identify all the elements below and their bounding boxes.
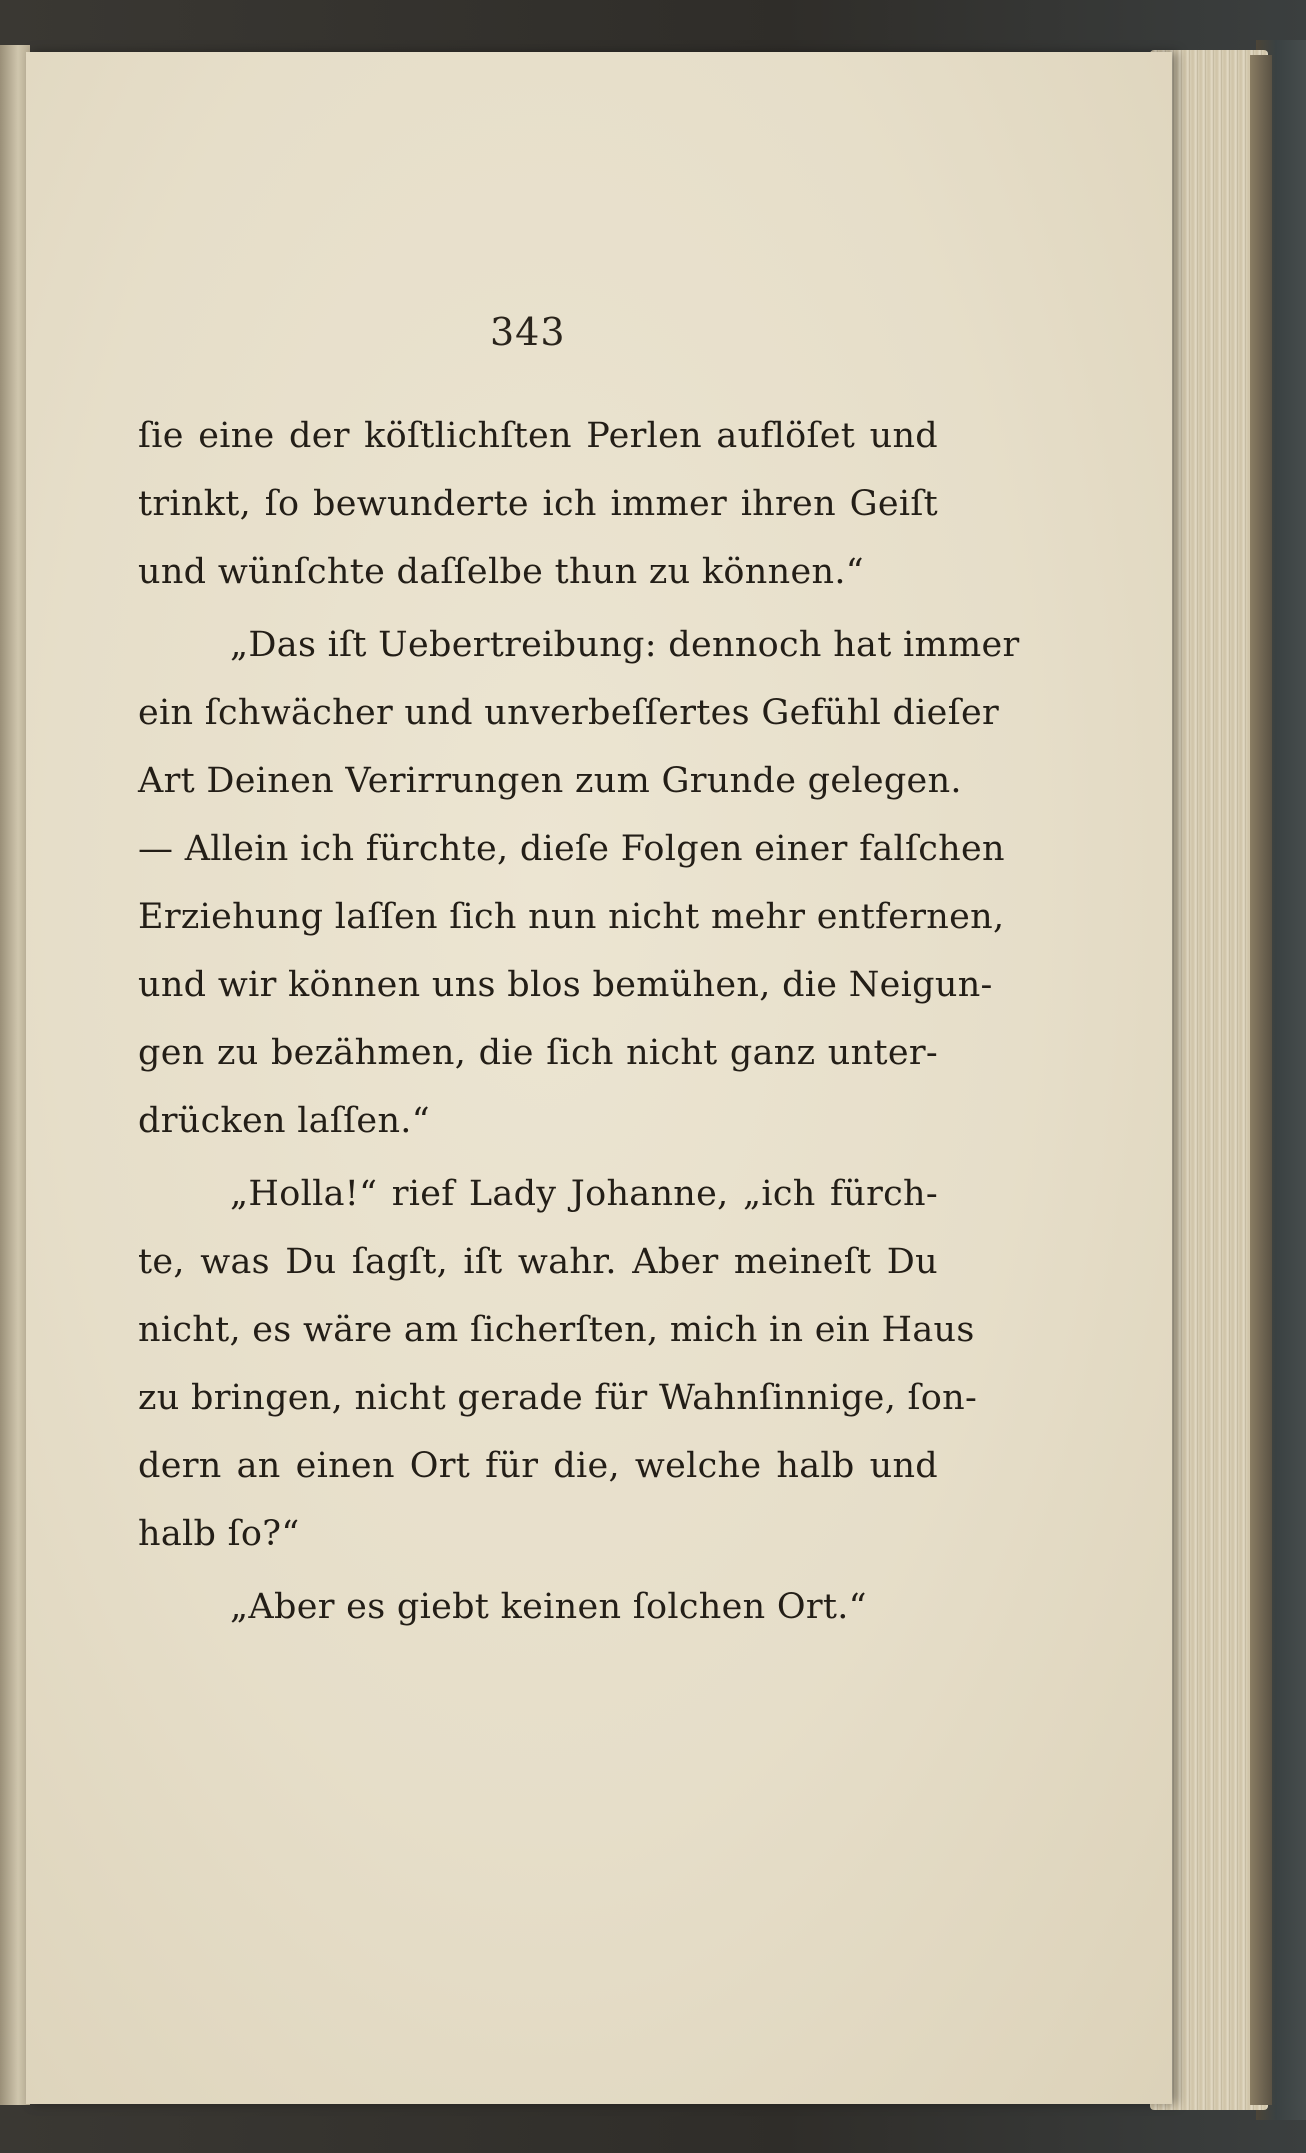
- text-line: halb ſo?“: [138, 1514, 300, 1554]
- page-stack-shadow: [1250, 55, 1272, 2105]
- text-line: „Holla!“ rief Lady Johanne, „ich fürch-: [230, 1174, 938, 1214]
- text-line: und wir können uns blos bemühen, die Neigun-: [138, 965, 993, 1005]
- text-line: ein ſchwächer und unverbeſſertes Gefühl dieſer: [138, 693, 999, 733]
- text-line: und wünſchte daſſelbe thun zu können.“: [138, 552, 864, 592]
- text-line: nicht, es wäre am ſicherſten, mich in ein Haus: [138, 1310, 975, 1350]
- text-line: gen zu bezähmen, die ſich nicht ganz unter-: [138, 1033, 938, 1073]
- page-number: 343: [490, 310, 566, 354]
- text-line: te, was Du ſagſt, iſt wahr. Aber meineſt Du: [138, 1242, 938, 1282]
- text-line: ſie eine der köſtlichſten Perlen auflöſet und: [138, 416, 938, 456]
- text-line: Erziehung laſſen ſich nun nicht mehr entfernen,: [138, 897, 1005, 937]
- text-line: „Das iſt Uebertreibung: dennoch hat immer: [230, 625, 1020, 665]
- text-line: trinkt, ſo bewunderte ich immer ihren Geiſt: [138, 484, 938, 524]
- text-line: dern an einen Ort für die, welche halb und: [138, 1446, 938, 1486]
- page-text: [138, 402, 1020, 1641]
- book-page: [26, 52, 1172, 2104]
- text-line: drücken laſſen.“: [138, 1101, 430, 1141]
- text-line: — Allein ich fürchte, dieſe Folgen einer falſchen: [138, 829, 1005, 869]
- text-line: zu bringen, nicht gerade für Wahnſinnige, ſon-: [138, 1378, 978, 1418]
- text-line: Art Deinen Verirrungen zum Grunde gelegen.: [138, 761, 962, 801]
- text-line: „Aber es giebt keinen ſolchen Ort.“: [230, 1587, 867, 1627]
